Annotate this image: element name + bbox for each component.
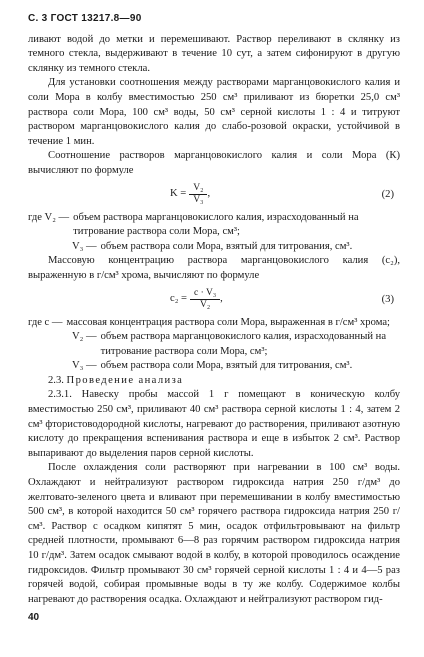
definition-item bbox=[28, 316, 400, 331]
formula-3-tail: , bbox=[220, 292, 223, 304]
paragraph-3: Соотношение растворов марганцовокислого калия и соли Мора (К) вычисляют по формуле bbox=[28, 150, 400, 176]
definition-label: где c — bbox=[28, 316, 63, 328]
definition-label: где V₂ — bbox=[28, 211, 70, 223]
formula-2-denominator: V₃ bbox=[193, 194, 204, 205]
formula-3-number: (3) bbox=[381, 293, 394, 305]
definition-item bbox=[28, 359, 400, 374]
formula-2-tail: , bbox=[207, 187, 211, 199]
definition-text: объем раствора марганцовокислого калия, израсходованный на титрование раствора соли Мора, см³; bbox=[100, 331, 387, 357]
paragraph-6: После охлаждения соли растворяют при нагревании в 100 см³ воды. Охлаждают и нейтрализуют раствором гидроксида натрия 250 г/дм³ до желтовато-зеленого цвета и вливают при перемешивании в колбу вместимостью 500 см³, в которой находится 50 см³ горячего раствора гидроксида натрия 250 г/см³. Раствор с осадком кипятят 5 мин, осадок отфильтровывают на фильтр средней плотности, промывают 6—8 раз горячим раствором гидроксида натрия 10 г/дм³. Затем осадок смывают водой в колбу, в которой проводилось осаждение гидроксидов. Фильтр промывают 30 см³ горячей серной кислоты 1 : 4 и 4—5 раз горячей водой, собирая промывные воды в ту же колбу. Содержимое колбы нагревают до растворения осадка. Охлаждают и нейтрализуют раствором гид- bbox=[28, 462, 400, 605]
formula-2-numerator: V₂ bbox=[189, 183, 207, 195]
formula-2-number: (2) bbox=[381, 188, 394, 200]
definition-label: V₃ — bbox=[72, 360, 97, 372]
formula-2 bbox=[28, 179, 400, 211]
formula-2-lhs: K = bbox=[170, 187, 187, 199]
definition-label: V₃ — bbox=[72, 240, 97, 252]
page-number: 40 bbox=[28, 612, 40, 624]
definition-text: массовая концентрация раствора соли Мора, выраженная в г/см³ хрома; bbox=[66, 316, 390, 328]
formula-3 bbox=[28, 284, 400, 316]
section-number: 2.3. bbox=[48, 374, 64, 386]
section-title: Проведение анализа bbox=[66, 374, 184, 386]
formula-3-fraction bbox=[190, 288, 220, 311]
paragraph-1: ливают водой до метки и перемешивают. Раствор переливают в склянку из темного стекла, выдерживают в течение 10 сут, а затем сифонируют в другую склянку из темного стекла. bbox=[28, 33, 400, 74]
definition-item bbox=[28, 240, 400, 255]
definition-text: объем раствора соли Мора, взятый для титрования, см³. bbox=[100, 360, 353, 372]
paragraph-2: Для установки соотношения между растворами марганцовокислого калия и соли Мора в колбу вместимостью 250 см³ приливают из бюретки 25,0 см³ раствора соли Мора, 100 см³ воды, 50 см³ серной кислоты 1 : 4 и титруют раствором марганцовокислого калия до слабо-розовой окраски, устойчивой в течение 1 мин. bbox=[28, 77, 400, 147]
section-heading bbox=[28, 374, 400, 389]
page-header: С. 3 ГОСТ 13217.8—90 bbox=[28, 13, 142, 24]
definition-text: объем раствора марганцовокислого калия, израсходованный на титрование раствора соли Мора, см³; bbox=[73, 211, 359, 238]
formula-2-fraction bbox=[189, 183, 207, 206]
formula-3-denominator: V₂ bbox=[200, 299, 211, 310]
definition-label: V₂ — bbox=[72, 331, 97, 343]
definition-item bbox=[28, 330, 400, 359]
paragraph-4: Массовую концентрацию раствора марганцовокислого калия (c₂), выраженную в г/см³ хрома, вычисляют по формуле bbox=[28, 255, 400, 281]
formula-3-numerator: c · V₃ bbox=[190, 288, 220, 300]
definition-item bbox=[28, 211, 400, 240]
formula-3-lhs: c₂ = bbox=[170, 292, 188, 304]
paragraph-5: 2.3.1. Навеску пробы массой 1 г помещают в коническую колбу вместимостью 250 см³, приливают 40 см³ раствора серной кислоты 1 : 4, затем 2 см³ фтористоводородной кислоты, нагревают до растворения, приливают азотную кислоту до прекращения вспенивания раствора и еще в избыток 2 см³. Раствор выпаривают до выделения паров серной кислоты. bbox=[28, 389, 400, 459]
definition-text: объем раствора соли Мора, взятый для титрования, см³. bbox=[100, 240, 353, 252]
document-page bbox=[28, 12, 400, 626]
